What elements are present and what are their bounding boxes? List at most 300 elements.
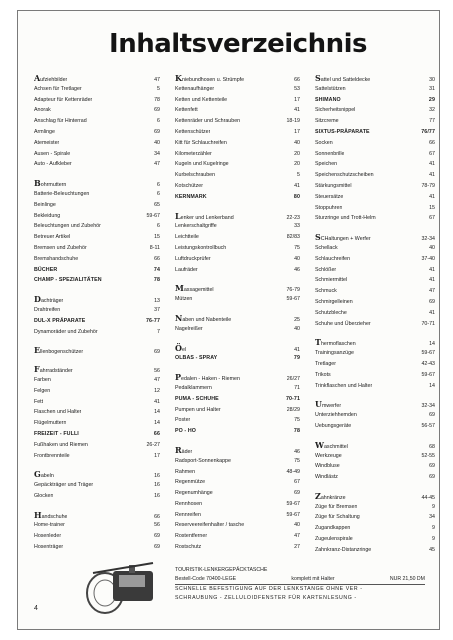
index-entry <box>315 192 435 203</box>
index-entry-label: Mützen <box>175 296 193 303</box>
handlebar-bag-illustration <box>83 553 168 625</box>
index-entry-label: Schlauchreifen <box>315 255 351 262</box>
index-entry-page: 69 <box>429 412 435 419</box>
index-entry <box>315 461 435 472</box>
index-entry-page: 59-67 <box>286 511 300 518</box>
index-entry <box>175 456 300 467</box>
index-entry-label: Drahtreifen <box>34 306 61 313</box>
index-entry-page: 79 <box>293 355 300 362</box>
index-entry <box>34 116 160 127</box>
index-entry-label: Uebungsgeräte <box>315 422 352 429</box>
index-entry <box>315 138 435 149</box>
index-entry <box>34 232 160 243</box>
index-entry <box>175 138 300 149</box>
index-entry-label: Gepäckträger und Träger <box>34 482 94 489</box>
index-entry-page: 53 <box>294 85 300 92</box>
index-entry-label: Leistungskontrollbuch <box>175 244 227 251</box>
index-entry-label: Kniebundhosen u. Strümpfe <box>175 73 245 83</box>
index-entry <box>175 510 300 521</box>
index-entry-label: Batterie-Beleuchtungen <box>34 190 90 197</box>
index-entry-label: Auto - Aufkleber <box>34 161 72 168</box>
index-entry <box>175 116 300 127</box>
index-entry-label: Sattel und Satteldecke <box>315 73 371 83</box>
index-entry-label: Rostschutz <box>175 544 202 551</box>
index-entry-label: Bohrmuttern <box>34 178 67 189</box>
index-entry <box>175 73 300 84</box>
index-entry-label: Anorak <box>34 107 51 114</box>
index-entry-page: 14 <box>429 382 435 389</box>
index-group <box>175 283 300 305</box>
index-entry-page: 76/77 <box>421 128 435 135</box>
index-entry <box>34 254 160 265</box>
index-entry-label: Farben <box>34 376 51 383</box>
index-entry-page: 41 <box>294 107 300 114</box>
index-entry-label: SHIMANO <box>315 96 341 103</box>
index-entry-page: 59-67 <box>286 296 300 303</box>
index-entry-page: 69 <box>154 544 160 551</box>
index-entry <box>34 531 160 542</box>
index-entry-page: 26/27 <box>286 376 300 383</box>
index-entry-label: PUMA - SCHUHE <box>175 395 219 402</box>
index-entry-page: 47 <box>154 161 160 168</box>
index-entry-page: 27 <box>294 544 300 551</box>
index-group <box>315 73 435 224</box>
index-entry-label: Züge für Schaltung <box>315 514 360 521</box>
index-entry-label: Anschlag für Hinterrad <box>34 118 87 125</box>
index-entry-page: 65 <box>154 201 160 208</box>
index-entry <box>175 221 300 232</box>
index-entry <box>315 337 435 348</box>
index-entry <box>315 265 435 276</box>
index-entry-label: Bremshandschuhe <box>34 255 79 262</box>
index-entry <box>34 440 160 451</box>
index-entry <box>175 294 300 305</box>
index-entry-label: CHAMP - SPEZIALITÄTEN <box>34 277 102 284</box>
index-entry-page: 67 <box>294 479 300 486</box>
index-entry <box>34 480 160 491</box>
index-entry <box>315 170 435 181</box>
index-column-3 <box>315 73 435 564</box>
index-entry-label: Sonnenbrille <box>315 150 345 157</box>
index-entry <box>34 211 160 222</box>
index-entry-page: 33 <box>294 223 300 230</box>
index-entry <box>34 469 160 480</box>
index-entry <box>175 254 300 265</box>
index-entry-page: 59-67 <box>286 500 300 507</box>
index-entry-page: 15 <box>154 234 160 241</box>
index-entry-label: Schuhe und Überzieher <box>315 320 371 327</box>
index-entry-page: 52-55 <box>421 452 435 459</box>
index-entry <box>34 491 160 502</box>
index-entry-page: 76-77 <box>145 317 160 324</box>
index-entry-page: 41 <box>429 193 435 200</box>
index-entry-page: 67 <box>429 150 435 157</box>
index-entry-page: 40 <box>294 522 300 529</box>
index-entry <box>315 308 435 319</box>
index-entry-label: Fahrradständer <box>34 364 73 375</box>
index-entry-label: KERNMARK <box>175 193 207 200</box>
index-entry-label: Poster <box>175 417 191 424</box>
index-entry-label: Kilometerzähler <box>175 150 212 157</box>
index-entry-label: Kettenfett <box>175 107 198 114</box>
index-entry-page: 48-49 <box>286 468 300 475</box>
index-group <box>34 469 160 501</box>
index-entry-page: 8-11 <box>149 244 160 251</box>
index-entry-page: 69 <box>429 298 435 305</box>
index-group <box>175 445 300 553</box>
index-entry-label: PO - HO <box>175 428 197 435</box>
index-entry-label: Beinlinge <box>34 201 56 208</box>
index-entry <box>175 265 300 276</box>
index-entry-label: Schmiermittel <box>315 277 348 284</box>
index-entry <box>34 138 160 149</box>
index-entry <box>175 243 300 254</box>
index-entry-page: 46 <box>294 448 300 455</box>
index-entry-label: Ausen - Spirale <box>34 150 71 157</box>
index-entry <box>34 429 160 440</box>
index-entry-label: Trinkflaschen und Halter <box>315 382 373 389</box>
index-entry <box>175 467 300 478</box>
index-entry-page: 17 <box>294 128 300 135</box>
index-entry-page: 40 <box>154 139 160 146</box>
index-entry <box>315 73 435 84</box>
index-entry-page: 17 <box>154 452 160 459</box>
index-entry <box>175 105 300 116</box>
index-group <box>34 178 160 286</box>
index-entry-label: Zugeulenspirale <box>315 536 353 543</box>
index-entry <box>175 405 300 416</box>
index-entry-label: Luftdruckprüfer <box>175 255 211 262</box>
page-number: 4 <box>34 605 38 612</box>
index-entry-label: OLBAS - SPRAY <box>175 355 218 362</box>
catalog-page <box>17 10 440 630</box>
index-entry-page: 59-67 <box>421 350 435 357</box>
index-entry-label: Nagelreißer <box>175 325 203 332</box>
index-entry <box>175 531 300 542</box>
index-entry-page: 47 <box>154 77 160 83</box>
index-entry-label: Dynamoräder und Zubehör <box>34 328 98 335</box>
index-group <box>315 491 435 556</box>
index-entry-page: 14 <box>429 341 435 348</box>
index-group <box>175 211 300 276</box>
index-entry-label: Windlästz <box>315 474 338 481</box>
index-entry <box>175 313 300 324</box>
index-entry-label: Beleuchtungen und Zubehör <box>34 223 101 230</box>
index-entry-page: 40 <box>294 139 300 146</box>
index-entry-label: Bremsen und Zubehör <box>34 244 87 251</box>
index-entry <box>315 502 435 513</box>
index-entry <box>175 477 300 488</box>
index-entry-label: Ketten und Kettenteile <box>175 96 228 103</box>
index-entry-label: Kettenaufhänger <box>175 85 215 92</box>
index-entry-page: 32-34 <box>421 403 435 410</box>
index-entry-label: BÜCHER <box>34 266 58 273</box>
index-entry-label: Stoppuhren <box>315 204 343 211</box>
index-entry-page: 6 <box>157 223 160 230</box>
index-entry <box>175 394 300 405</box>
index-entry <box>34 84 160 95</box>
index-entry <box>175 383 300 394</box>
index-entry-page: 14 <box>154 420 160 427</box>
index-entry <box>315 370 435 381</box>
index-entry-label: Werkzeuge <box>315 452 342 459</box>
banner-order-code: Bestell-Code 70400-LEGE <box>175 576 237 582</box>
index-entry-page: 47 <box>154 376 160 383</box>
index-entry <box>315 359 435 370</box>
index-entry-page: 66 <box>153 430 160 437</box>
index-entry-page: 45 <box>429 546 435 553</box>
index-entry-label: Zugandkappen <box>315 525 351 532</box>
index-entry-label: Gabeln <box>34 469 54 480</box>
banner-order-line <box>175 575 425 585</box>
index-entry-label: Schmuck <box>315 288 337 295</box>
index-entry <box>34 510 160 521</box>
index-entry-page: 69 <box>154 128 160 135</box>
index-entry-label: DUL-X PRÄPARATE <box>34 317 86 324</box>
index-entry-page: 69 <box>154 533 160 540</box>
index-entry-label: Schlößer <box>315 266 337 273</box>
index-entry-page: 26-27 <box>146 441 160 448</box>
index-entry-page: 40 <box>294 325 300 332</box>
index-entry <box>315 410 435 421</box>
index-entry-label: Steuersätze <box>315 193 344 200</box>
index-entry-label: Züge für Bremsen <box>315 503 358 510</box>
index-entry-page: 41 <box>294 346 300 353</box>
index-entry-label: Socken <box>315 139 333 146</box>
index-entry-label: Leichtteile <box>175 234 199 241</box>
index-entry <box>34 451 160 462</box>
index-entry-page: 30 <box>429 77 435 83</box>
page-title: Inhaltsverzeichnis <box>109 29 367 59</box>
index-entry <box>315 440 435 451</box>
index-entry-label: Rennreifen <box>175 511 201 518</box>
index-entry-label: Windbluse <box>315 463 340 470</box>
index-entry-label: Regenmütze <box>175 479 206 486</box>
index-entry <box>175 499 300 510</box>
index-entry-label: Sitzcreme <box>315 118 339 125</box>
index-entry <box>315 95 435 106</box>
index-entry <box>175 343 300 354</box>
index-entry-page: 15 <box>429 204 435 211</box>
index-entry-page: 5 <box>157 85 160 92</box>
index-entry <box>34 327 160 338</box>
index-entry-page: 70-71 <box>421 320 435 327</box>
index-entry <box>315 203 435 214</box>
index-entry <box>34 265 160 276</box>
index-entry-label: Thermoflaschen <box>315 337 356 348</box>
index-entry <box>315 105 435 116</box>
index-entry-page: 34 <box>154 150 160 157</box>
index-entry-label: Öel <box>175 342 187 353</box>
index-entry-page: 66 <box>154 255 160 262</box>
index-entry <box>315 116 435 127</box>
index-entry <box>315 319 435 330</box>
index-entry <box>315 84 435 95</box>
index-entry-page: 25 <box>294 316 300 323</box>
index-group <box>175 372 300 437</box>
index-entry <box>315 159 435 170</box>
index-entry-page: 74 <box>153 266 160 273</box>
index-entry-page: 66 <box>154 513 160 520</box>
index-entry <box>34 73 160 84</box>
index-entry <box>175 192 300 203</box>
index-entry-page: 41 <box>294 182 300 189</box>
index-entry-page: 9 <box>432 525 435 532</box>
index-entry-page: 20 <box>294 161 300 168</box>
index-entry <box>315 213 435 224</box>
index-entry <box>175 488 300 499</box>
index-entry <box>175 520 300 531</box>
index-entry-label: Speichenschutzscheiben <box>315 172 374 179</box>
index-entry <box>315 512 435 523</box>
index-entry-page: 28/29 <box>286 406 300 413</box>
index-entry <box>315 243 435 254</box>
index-entry-label: Trikots <box>315 371 331 378</box>
index-entry <box>34 305 160 316</box>
index-entry <box>34 345 160 356</box>
index-entry-page: 7 <box>157 328 160 335</box>
banner-included: komplett mit Halter <box>291 576 335 582</box>
index-entry <box>175 159 300 170</box>
index-entry <box>315 399 435 410</box>
index-entry <box>315 381 435 392</box>
index-entry-label: Zahnkranz-Distanzringe <box>315 546 372 553</box>
index-entry <box>34 407 160 418</box>
index-column-1 <box>34 73 160 561</box>
index-entry-page: 31 <box>429 85 435 92</box>
index-entry-page: 70-71 <box>285 395 300 402</box>
index-entry-label: Fett <box>34 398 44 405</box>
index-entry-page: 75 <box>294 244 300 251</box>
index-entry-page: 37 <box>154 306 160 313</box>
banner-description-1: SCHNELLE BEFESTIGUNG AUF DER LENKSTANGE OHNE VER - <box>175 586 363 592</box>
index-entry <box>175 445 300 456</box>
index-entry-page: 16 <box>154 482 160 489</box>
index-entry-label: Stärkungsmittel <box>315 182 352 189</box>
index-entry-label: Schmirgelleinen <box>315 298 353 305</box>
index-entry <box>34 149 160 160</box>
index-entry-page: 41 <box>429 266 435 273</box>
index-group <box>34 73 160 170</box>
index-entry-page: 56 <box>154 522 160 529</box>
index-entry <box>34 386 160 397</box>
index-entry-label: Felgen <box>34 387 51 394</box>
index-group <box>175 313 300 335</box>
index-entry-page: 69 <box>154 107 160 114</box>
index-entry-label: Betreuer Artikel <box>34 234 71 241</box>
index-entry-page: 66 <box>294 77 300 83</box>
index-entry <box>175 283 300 294</box>
index-entry <box>175 211 300 222</box>
index-entry-page: 68 <box>429 443 435 450</box>
index-entry-label: Flaschen und Halter <box>34 409 82 416</box>
index-entry-label: Kitt für Schlauchreifen <box>175 139 227 146</box>
index-entry-page: 78 <box>154 96 160 103</box>
index-entry <box>175 426 300 437</box>
index-entry-label: Radsport-Sonnenkappe <box>175 457 231 464</box>
index-entry <box>34 189 160 200</box>
index-group <box>34 510 160 553</box>
product-banner <box>175 566 425 603</box>
index-entry-label: Lenkerschaltgriffe <box>175 223 217 230</box>
index-entry <box>34 542 160 553</box>
index-entry <box>315 232 435 243</box>
index-entry <box>315 127 435 138</box>
index-entry-label: Ellenbogenschützer <box>34 345 84 356</box>
index-entry-page: 17 <box>294 96 300 103</box>
index-entry-label: Achsen für Tretlager <box>34 85 82 92</box>
index-entry-page: 20 <box>294 150 300 157</box>
index-entry <box>315 421 435 432</box>
index-entry <box>315 275 435 286</box>
index-entry-label: Aufziehbilder <box>34 73 68 83</box>
index-entry <box>34 375 160 386</box>
index-entry <box>34 275 160 286</box>
index-entry-page: 75 <box>294 457 300 464</box>
index-group <box>315 399 435 431</box>
index-entry <box>315 534 435 545</box>
index-entry <box>315 348 435 359</box>
index-entry-label: Sturzringe und Trott-Helm <box>315 215 376 222</box>
index-entry <box>34 520 160 531</box>
index-entry-label: Pedalklammern <box>175 384 212 391</box>
index-entry-page: 78-79 <box>421 182 435 189</box>
index-group <box>175 73 300 203</box>
index-entry-page: 71 <box>294 384 300 391</box>
index-entry <box>34 159 160 170</box>
index-entry-label: Kotschützer <box>175 182 203 189</box>
index-entry-label: Speichen <box>315 161 338 168</box>
index-entry <box>34 105 160 116</box>
index-entry <box>34 243 160 254</box>
index-entry-label: Rostentferner <box>175 533 208 540</box>
index-entry-label: Hosenleder <box>34 533 62 540</box>
index-entry <box>34 418 160 429</box>
index-entry-label: Räder <box>175 444 193 455</box>
index-entry-label: Umwerfer <box>315 399 342 410</box>
index-group <box>34 364 160 461</box>
index-entry-label: Laufräder <box>175 266 198 273</box>
index-entry-label: Home-trainer <box>34 522 65 529</box>
index-entry-page: 41 <box>429 309 435 316</box>
index-entry <box>175 415 300 426</box>
index-entry-page: 41 <box>429 161 435 168</box>
index-entry-page: 18-19 <box>286 118 300 125</box>
index-entry-label: Kettenräder und Schrauben <box>175 118 241 125</box>
index-entry <box>175 181 300 192</box>
index-entry-page: 78 <box>153 277 160 284</box>
index-entry-label: Handschuhe <box>34 509 68 520</box>
index-entry-label: Waschmittel <box>315 439 348 450</box>
index-entry-page: 13 <box>154 298 160 305</box>
index-entry-label: Schellack <box>315 244 338 251</box>
index-entry <box>315 491 435 502</box>
index-entry <box>175 84 300 95</box>
index-entry <box>175 542 300 553</box>
index-entry-page: 69 <box>429 474 435 481</box>
index-entry-page: 16 <box>154 473 160 480</box>
index-entry-label: Pumpen und Halter <box>175 406 221 413</box>
index-entry <box>175 127 300 138</box>
index-entry-page: 47 <box>429 288 435 295</box>
index-entry <box>175 372 300 383</box>
index-entry <box>315 545 435 556</box>
index-entry-page: 75 <box>294 417 300 424</box>
index-entry-label: Dachträger <box>34 294 64 305</box>
index-entry-page: 41 <box>429 172 435 179</box>
index-entry <box>175 149 300 160</box>
index-entry-page: 6 <box>157 118 160 125</box>
